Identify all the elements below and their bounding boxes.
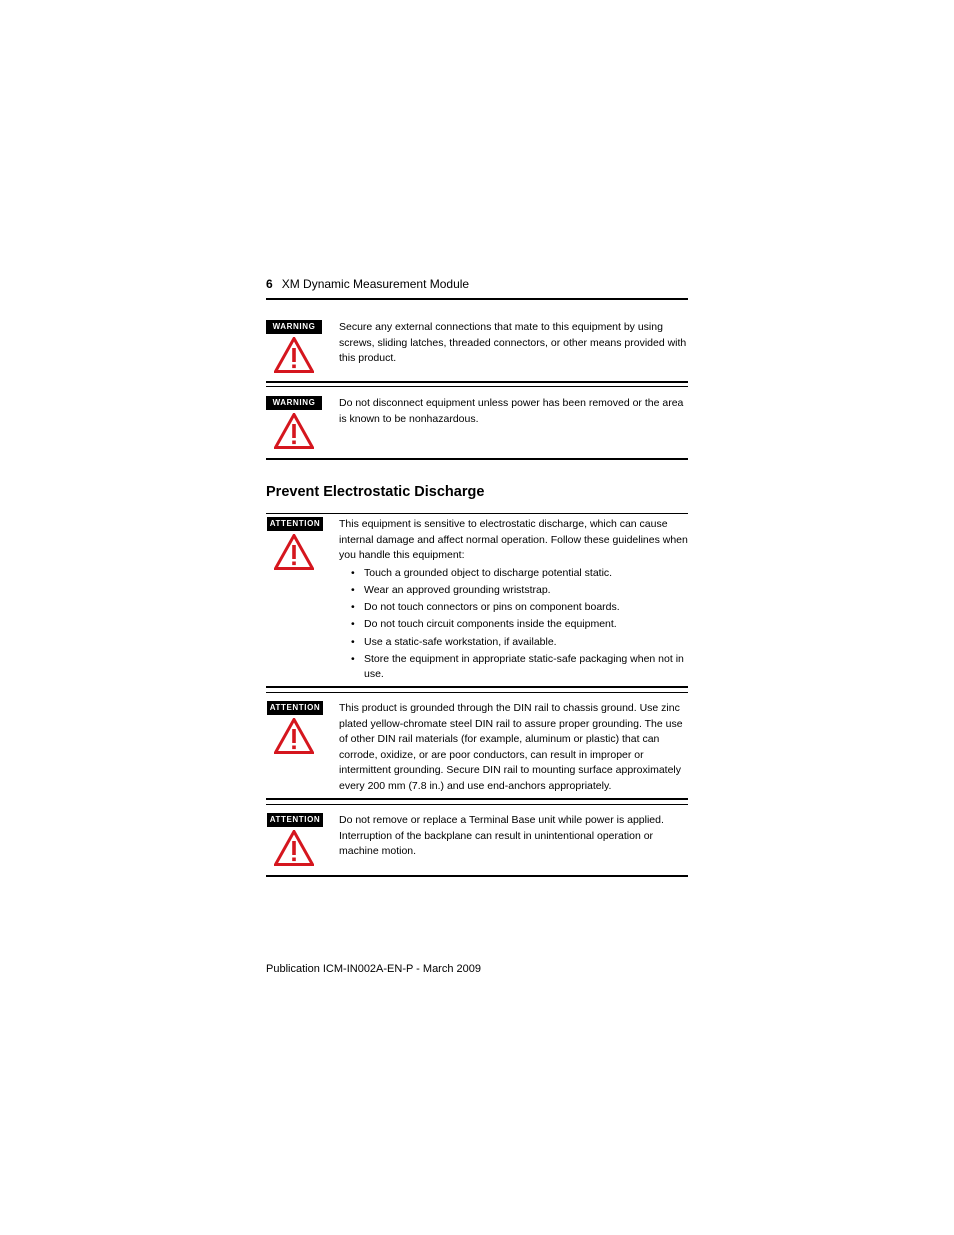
document-title: XM Dynamic Measurement Module	[281, 277, 470, 291]
rule-divider-2-thin	[266, 692, 688, 693]
attention-label-column	[266, 701, 324, 754]
bullet-icon: •	[351, 566, 355, 579]
rule-divider-1	[266, 381, 688, 383]
attention-text: This product is grounded through the DIN rail to chassis ground. Use zinc plated yellow-chromate steel DIN rail to assure proper grounding. The use of other DIN rail materials (for example, aluminum or plastic) that can corrode, oxidize, or are poor conductors, can result in improper or intermittent grounding. Secure DIN rail to mounting surface approximately every 200 mm (7.8 in.) and use end-anchors appropriately.	[339, 702, 683, 792]
attention-label-column	[266, 517, 324, 570]
warning-triangle-icon	[274, 830, 314, 866]
rule-top	[266, 298, 688, 300]
warning-text-column	[339, 320, 688, 367]
attention-badge: ATTENTION	[267, 517, 323, 531]
attention-text-column	[339, 813, 688, 860]
warning-text: Secure any external connections that mate to this equipment by using screws, sliding latches, threaded connectors, or other means provided with this product.	[339, 321, 687, 365]
warning-triangle-icon	[274, 534, 314, 570]
warning-triangle-icon	[274, 413, 314, 449]
warning-label-column	[266, 396, 324, 449]
rule-bottom	[266, 875, 688, 877]
bullet-icon: •	[351, 601, 355, 614]
attention-badge: ATTENTION	[267, 813, 323, 827]
bullet-icon: •	[351, 618, 355, 631]
list-item: • Touch a grounded object to discharge potential static.	[364, 566, 688, 582]
rule-divider-3	[266, 798, 688, 800]
section-title: Prevent Electrostatic Discharge	[266, 484, 485, 500]
warning-badge: WARNING	[266, 320, 322, 334]
page-header	[266, 276, 469, 292]
attention-text: Do not remove or replace a Terminal Base unit while power is applied. Interruption of the backplane can result in unintentional operation or machine motion.	[339, 814, 664, 858]
attention-text: This equipment is sensitive to electrostatic discharge, which can cause internal damage and affect normal operation. Follow these guidelines when you handle this equipment:	[339, 518, 688, 562]
publication-footer: Publication ICM-IN002A-EN-P - March 2009	[266, 963, 481, 975]
warning-text: Do not disconnect equipment unless power has been removed or the area is known to be nonhazardous.	[339, 397, 684, 425]
warning-badge: WARNING	[266, 396, 322, 410]
rule-warnings-bottom	[266, 458, 688, 460]
attention-badge: ATTENTION	[267, 701, 323, 715]
list-item: • Do not touch circuit components inside the equipment.	[364, 617, 688, 633]
attention-text-column	[339, 517, 688, 685]
rule-divider-3-thin	[266, 804, 688, 805]
bullet-icon: •	[351, 635, 355, 648]
list-item: • Wear an approved grounding wriststrap.	[364, 583, 688, 599]
attention-label-column	[266, 813, 324, 866]
guidelines-list	[339, 566, 688, 683]
list-item: • Do not touch connectors or pins on component boards.	[364, 600, 688, 616]
bullet-icon: •	[351, 583, 355, 596]
page-number: 6	[266, 277, 273, 291]
bullet-icon: •	[351, 652, 355, 665]
list-item: • Use a static-safe workstation, if available.	[364, 635, 688, 651]
rule-section-top	[266, 513, 688, 514]
list-item: • Store the equipment in appropriate static-safe packaging when not in use.	[351, 652, 684, 681]
attention-text-column	[339, 701, 688, 795]
warning-triangle-icon	[274, 337, 314, 373]
rule-divider-2	[266, 686, 688, 688]
warning-text-column	[339, 396, 688, 427]
rule-divider-1-thin	[266, 386, 688, 387]
warning-label-column	[266, 320, 324, 373]
warning-triangle-icon	[274, 718, 314, 754]
